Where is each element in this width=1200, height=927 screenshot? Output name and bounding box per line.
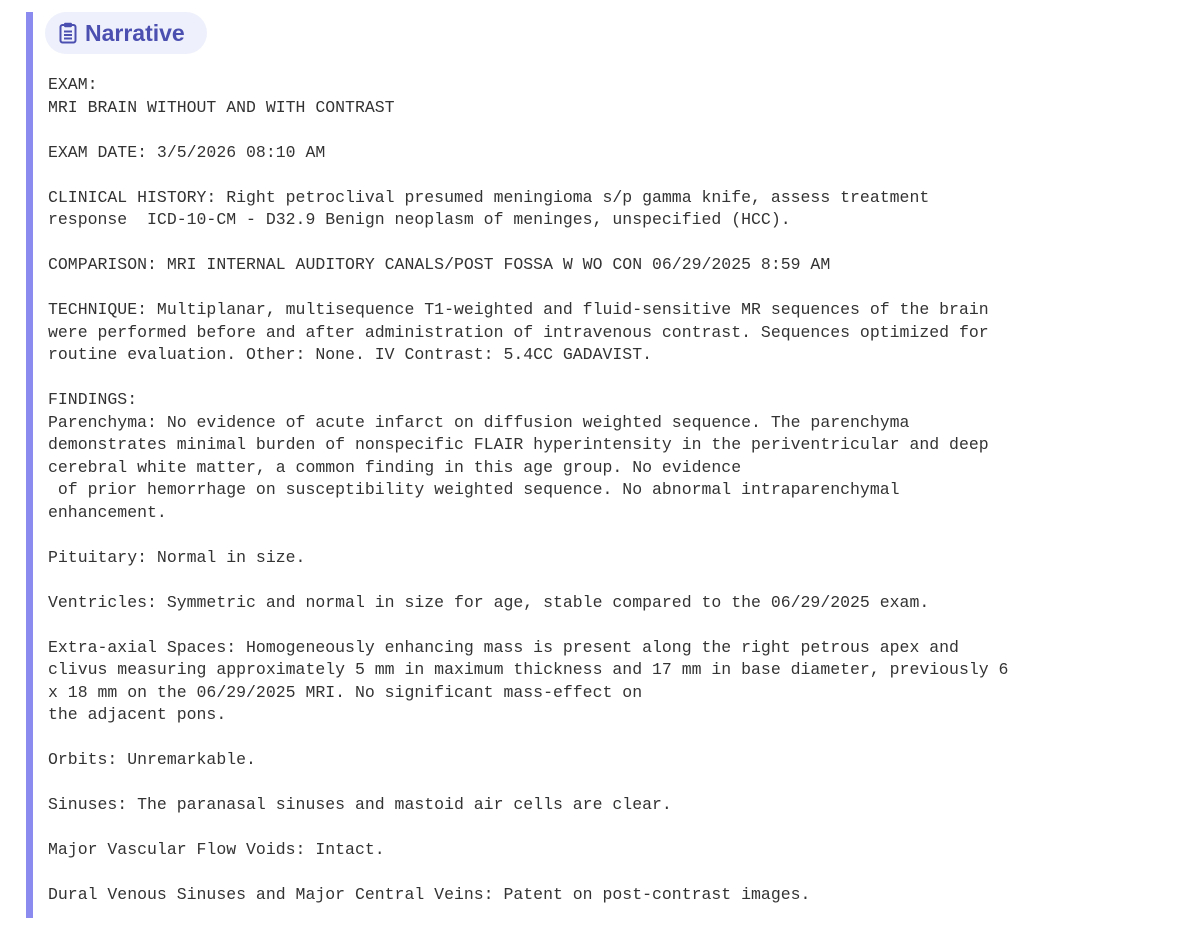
narrative-card — [26, 12, 1176, 918]
report-narrative-text: EXAM: MRI BRAIN WITHOUT AND WITH CONTRAST EXAM DATE: 3/5/2026 08:10 AM CLINICAL HISTORY: Right petroclival presumed meningioma s/p gamma knife, assess treatment response ICD-10-CM - D32.9 Benign neoplasm of meninges, unspecified (HCC). COMPARISON: MRI INTERNAL AUDITORY CANALS/POST FOSSA W WO CON 06/29/2025 8:59 AM TECHNIQUE: Multiplanar, multisequence T1-weighted and fluid-sensitive MR sequences of the brain were performed before and after administration of intravenous contrast. Sequences optimized for routine evaluation. Other: None. IV Contrast: 5.4CC GADAVIST. FINDINGS: Parenchyma: No evidence of acute infarct on diffusion weighted sequence. The parenchyma demonstrates minimal burden of nonspecific FLAIR hyperintensity in the periventricular and deep cerebral white matter, a common finding in this age group. No evidence of prior hemorrhage on susceptibility weighted sequence. No abnormal intraparenchymal enhancement. Pituitary: Normal in size. Ventricles: Symmetric and normal in size for age, stable compared to the 06/29/2025 exam. Extra-axial Spaces: Homogeneously enhancing mass is present along the right petrous apex and clivus measuring approximately 5 mm in maximum thickness and 17 mm in base diameter, previously 6 x 18 mm on the 06/29/2025 MRI. No significant mass-effect on the adjacent pons. Orbits: Unremarkable. Sinuses: The paranasal sinuses and mastoid air cells are clear. Major Vascular Flow Voids: Intact. Dural Venous Sinuses and Major Central Veins: Patent on post-contrast images. — [48, 75, 1009, 904]
section-title: Narrative — [85, 19, 185, 46]
narrative-header — [45, 12, 207, 54]
clipboard-icon — [59, 22, 77, 44]
